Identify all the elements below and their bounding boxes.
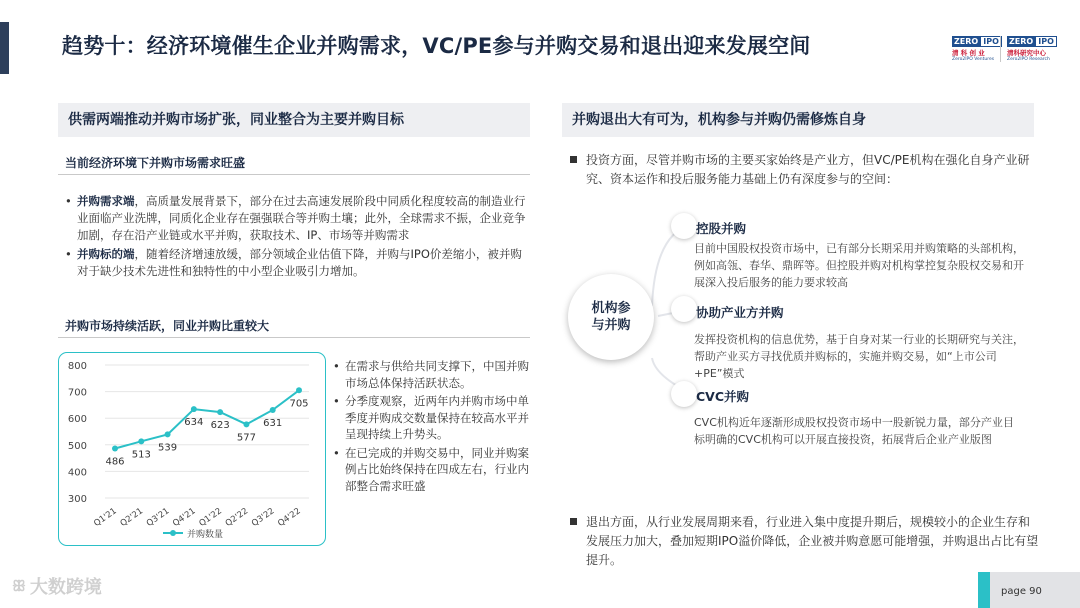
chart-svg [59,353,324,544]
data-point [270,407,276,413]
data-label: 577 [236,432,256,444]
node-marker-icon [671,213,697,239]
node-marker-icon [671,296,697,322]
data-label: 705 [289,398,309,410]
legend-label: 并购数量 [187,530,224,540]
data-point [138,438,144,444]
x-tick-label: Q1'22 [197,506,224,529]
page-tab-accent [978,572,990,608]
note-item: • 在已完成的并购交易中，同业并购案例占比始终保持在四成左右，行业内部整合需求旺盛 [333,445,533,495]
x-tick-label: Q3'21 [144,506,172,529]
y-tick-label: 300 [67,494,87,505]
chart-notes [333,358,533,496]
y-tick-label: 400 [67,467,87,479]
zero2ipo-ventures-logo: ZERO IPO 清 科 创 业 Zero2IPO Ventures [952,36,1002,62]
square-bullet-icon [570,156,577,163]
data-point [243,421,249,427]
header-accent-bar [0,22,9,74]
data-label: 634 [184,417,204,429]
market-subheading: 并购市场持续活跃，同业并购比重较大 [65,319,270,333]
ma-volume-chart [58,352,326,546]
demand-subheading: 当前经济环境下并购市场需求旺盛 [65,156,246,170]
node-title-cvc: CVC并购 [696,389,750,404]
zero2ipo-research-logo: ZERO IPO 清科研究中心 Zero2IPO Research [1007,36,1057,62]
bullet-item: • 并购标的端，随着经济增速放缓，部分领域企业估值下降，并购与IPO价差缩小，被并购对于缺少技术先进性和独特性的中小型企业吸引力增加。 [65,246,527,280]
node-marker-icon [671,381,697,407]
data-point [191,406,197,412]
x-tick-label: Q2'21 [118,506,146,529]
y-tick-label: 500 [67,440,87,452]
data-point [217,409,223,415]
x-tick-label: Q2'22 [223,506,251,529]
node-text-cvc: CVC机构近年逐渐形成股权投资市场中一股新锐力量，部分产业目标明确的CVC机构可以开展直接投资，拓展背后企业产业版图 [694,416,1014,446]
square-bullet-icon [570,518,577,525]
left-section-header: 供需两端推动并购市场扩张，同业整合为主要并购目标 [58,103,530,137]
x-tick-label: Q4'22 [276,506,303,529]
page-number: page 90 [1001,586,1042,597]
data-label: 631 [263,417,283,429]
legend-marker [170,530,176,536]
x-tick-label: Q4'21 [171,506,198,529]
node-text-assist: 发挥投资机构的信息优势，基于自身对某一行业的长期研究与关注，帮助产业买方寻找优质并购标的，实施并购交易，如“上市公司+PE”模式 [694,333,1024,380]
data-point [112,446,118,452]
demand-bullet-list [65,193,527,282]
x-tick-label: Q3'22 [250,506,277,529]
data-label: 513 [131,449,151,461]
data-label: 623 [210,420,230,432]
logo-divider [1000,36,1001,62]
data-point [165,431,171,437]
page-title: 趋势十：经济环境催生企业并购需求，VC/PE参与并购交易和退出迎来发展空间 [62,34,811,58]
center-topic-circle: 机构参 与并购 [568,274,654,360]
watermark-logo-icon: ꕥ [12,577,26,595]
exit-paragraph: 退出方面，从行业发展周期来看，行业进入集中度提升期后，规模较小的企业生存和发展压力加大，叠加短期IPO溢价降低，企业被并购意愿可能增强，并购退出占比有望提升。 [570,513,1041,570]
y-tick-label: 600 [67,414,87,426]
note-item: • 在需求与供给共同支撑下，中国并购市场总体保持活跃状态。 [333,358,533,391]
data-label: 486 [105,456,125,468]
note-item: • 分季度观察，近两年内并购市场中单季度并购成交数量保持在较高水平并呈现持续上升势头。 [333,393,533,443]
y-tick-label: 800 [67,361,87,372]
right-section-header: 并购退出大有可为，机构参与并购仍需修炼自身 [562,103,1034,137]
y-tick-label: 700 [67,387,87,399]
node-title-assist: 协助产业方并购 [696,305,784,320]
investment-paragraph: 投资方面，尽管并购市场的主要买家始终是产业方，但VC/PE机构在强化自身产业研究、资本运作和投后服务能力基础上仍有深度参与的空间： [570,151,1041,189]
node-text-holding: 目前中国股权投资市场中，已有部分长期采用并购策略的头部机构，例如高瓴、春华、鼎晖等。但控股并购对机构掌控复杂股权交易和开展深入投后服务的能力要求较高 [694,242,1024,289]
node-title-holding: 控股并购 [696,221,747,236]
data-point [296,387,302,393]
bullet-item: • 并购需求端，高质量发展背景下，部分在过去高速发展阶段中同质化程度较高的制造业行业面临产业洗牌，同质化企业存在强强联合等并购土壤；此外，全球需求不振，企业竞争加剧，存在沿产业链或水平并购，获取技术、IP、市场等并购需求 [65,193,527,244]
x-tick-label: Q1'21 [92,506,119,529]
data-label: 539 [158,442,178,454]
subheading-divider [58,174,530,175]
watermark: ꕥ 大数跨境 [12,577,102,598]
subheading-divider [58,337,530,338]
